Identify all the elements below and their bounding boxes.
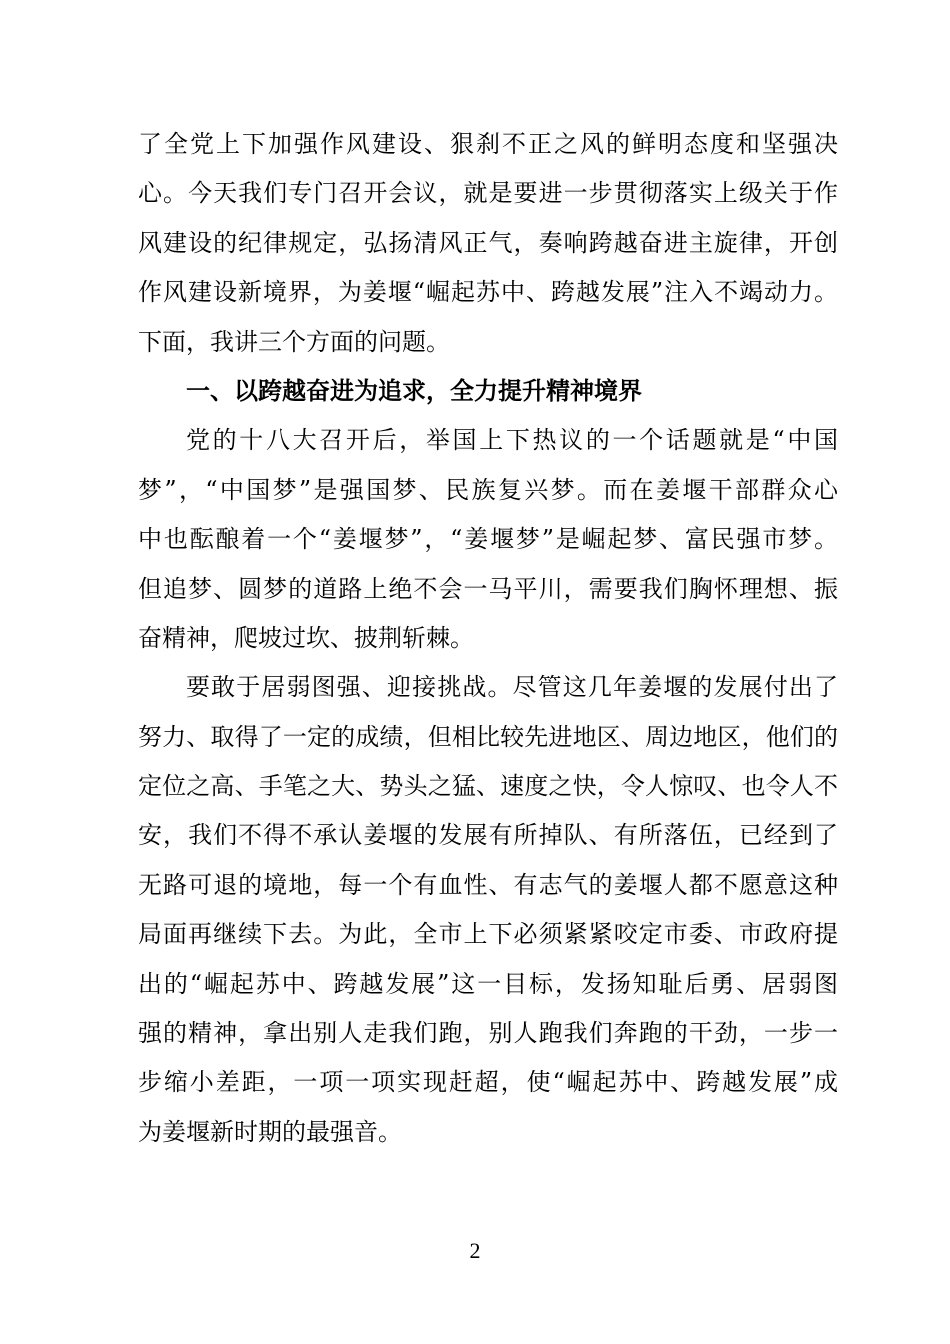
document-body bbox=[138, 130, 838, 1167]
section-heading: 一、以跨越奋进为追求，全力提升精神境界 bbox=[186, 376, 642, 405]
paragraph-line: 奋精神，爬坡过坎、披荆斩棘。 bbox=[138, 623, 474, 652]
paragraph-line: 了全党上下加强作风建设、狠刹不正之风的鲜明态度和坚强决 bbox=[138, 130, 838, 158]
paragraph-line: 梦”，“中国梦”是强国梦、民族复兴梦。而在姜堰干部群众心 bbox=[138, 475, 838, 504]
paragraph-line: 风建设的纪律规定，弘扬清风正气，奏响跨越奋进主旋律，开创 bbox=[138, 228, 838, 257]
paragraph-line: 强的精神，拿出别人走我们跑，别人跑我们奔跑的干劲，一步一 bbox=[138, 1019, 838, 1048]
paragraph-line: 作风建设新境界，为姜堰“崛起苏中、跨越发展”注入不竭动力。 bbox=[138, 278, 838, 307]
paragraph-line: 中也酝酿着一个“姜堰梦”，“姜堰梦”是崛起梦、富民强市梦。 bbox=[138, 525, 838, 554]
paragraph-line: 定位之高、手笔之大、势头之猛、速度之快，令人惊叹、也令人不 bbox=[138, 772, 838, 801]
paragraph-line: 下面，我讲三个方面的问题。 bbox=[138, 327, 450, 356]
paragraph-line: 局面再继续下去。为此，全市上下必须紧紧咬定市委、市政府提 bbox=[138, 920, 838, 949]
paragraph-line: 步缩小差距，一项一项实现赶超，使“崛起苏中、跨越发展”成 bbox=[138, 1068, 838, 1097]
paragraph-line: 无路可退的境地，每一个有血性、有志气的姜堰人都不愿意这种 bbox=[138, 870, 838, 899]
paragraph-line: 努力、取得了一定的成绩，但相比较先进地区、周边地区，他们的 bbox=[138, 722, 838, 751]
paragraph-line: 安，我们不得不承认姜堰的发展有所掉队、有所落伍，已经到了 bbox=[138, 821, 838, 850]
paragraph-line: 但追梦、圆梦的道路上绝不会一马平川，需要我们胸怀理想、振 bbox=[138, 574, 838, 603]
paragraph-line: 要敢于居弱图强、迎接挑战。尽管这几年姜堰的发展付出了 bbox=[186, 673, 838, 702]
paragraph-line: 心。今天我们专门召开会议，就是要进一步贯彻落实上级关于作 bbox=[138, 179, 838, 208]
paragraph-line: 为姜堰新时期的最强音。 bbox=[138, 1117, 402, 1146]
page-number: 2 bbox=[469, 1238, 481, 1263]
paragraph-line: 出的“崛起苏中、跨越发展”这一目标，发扬知耻后勇、居弱图 bbox=[138, 969, 838, 998]
paragraph-line: 党的十八大召开后，举国上下热议的一个话题就是“中国 bbox=[186, 426, 838, 455]
